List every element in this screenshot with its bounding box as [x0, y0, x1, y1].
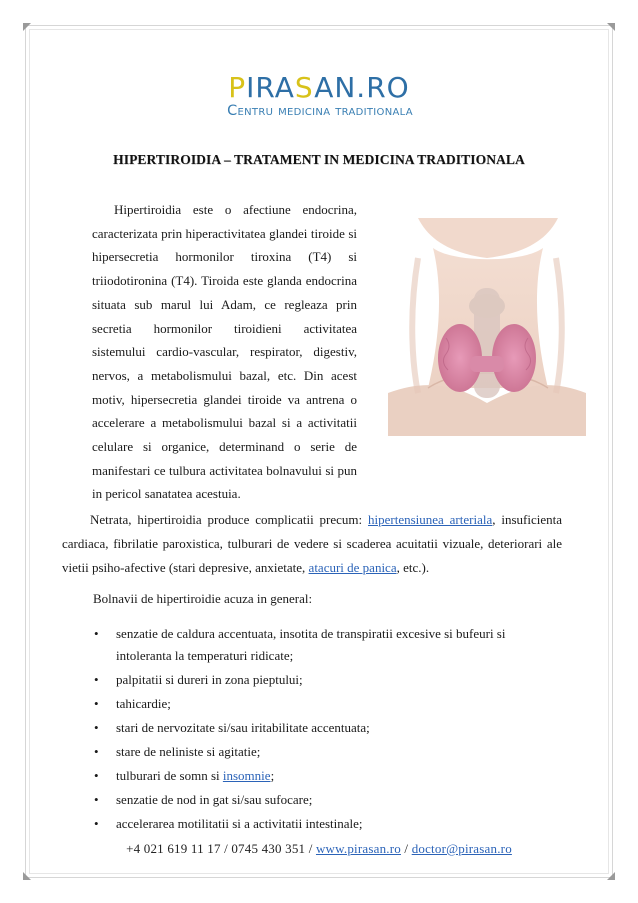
email-link[interactable]: doctor@pirasan.ro: [411, 841, 512, 856]
list-item-text: palpitatii si dureri in zona pieptului;: [116, 672, 303, 687]
list-item-text: stari de nervozitate si/sau iritabilitate accentuata;: [116, 720, 370, 735]
panic-attacks-link[interactable]: atacuri de panica: [308, 560, 397, 575]
logo: [0, 72, 638, 119]
list-item-text: stare de neliniste si agitatie;: [116, 744, 261, 759]
bullet-icon: •: [94, 792, 99, 807]
corner-ornament: [607, 23, 615, 31]
list-item-text: senzatie de caldura accentuata, insotita de transpiratii excesive si bufeuri si intoleranta la temperaturi ridicate;: [116, 626, 506, 663]
list-item: [92, 717, 562, 739]
logo-letter: P: [228, 71, 247, 104]
intro-text: Hipertiroidia este o afectiune endocrina, caracterizata prin hiperactivitatea glandei tiroide si hipersecretia hormonilor tiroxina (T4) si triiodotironina (T4). Tiroida este glanda endocrina situata sub marul lui Adam, ce regleaza prin secretia hormonilor tiroidieni activitatea sistemului cardio-vascular, respirator, digestiv, nervos, a metabolismului bazal, etc. Din acest motiv, hipersecretia glandei tiroide va antrena o accelerare a metabolismului bazal si a activitatii celulare si organice, determinand o serie de manifestari ce tulbura activitatea bolnavului si pun in pericol sanatatea acestuia.: [92, 202, 357, 502]
symptoms-intro: Bolnavii de hipertiroidie acuza in general:: [93, 591, 313, 606]
bullet-icon: •: [94, 672, 99, 687]
intro-paragraph: [92, 198, 357, 506]
logo-title: [0, 72, 638, 104]
website-link[interactable]: www.pirasan.ro: [315, 841, 401, 856]
list-item-text: accelerarea motilitatii si a activitatii intestinale;: [116, 816, 363, 831]
corner-ornament: [23, 872, 31, 880]
list-item: [92, 669, 562, 691]
logo-letters: IRA: [246, 71, 295, 104]
footer-phones: +4 021 619 11 17 / 0745 430 351 /: [126, 841, 316, 856]
list-item: [92, 813, 562, 835]
bullet-icon: •: [94, 626, 99, 641]
list-item-text: tahicardie;: [116, 696, 171, 711]
corner-ornament: [607, 872, 615, 880]
para-text: Netrata, hipertiroidia produce complicatii precum:: [90, 512, 368, 527]
hypertension-link[interactable]: hipertensiunea arteriala: [368, 512, 493, 527]
list-item: [92, 765, 562, 787]
symptoms-list: [92, 623, 562, 837]
logo-letter: S: [294, 71, 315, 104]
bullet-icon: •: [94, 744, 99, 759]
list-item-text: tulburari de somn si: [116, 768, 223, 783]
list-item-text: senzatie de nod in gat si/sau sufocare;: [116, 792, 313, 807]
bullet-icon: •: [94, 768, 99, 783]
neck-thyroid-image: [388, 218, 586, 436]
logo-letters: AN.RO: [314, 71, 410, 104]
list-item: [92, 693, 562, 715]
insomnia-link[interactable]: insomnie: [222, 768, 271, 783]
footer-separator: /: [400, 841, 412, 856]
list-item-text: ;: [270, 768, 275, 783]
complications-paragraph: [62, 508, 562, 580]
list-item: [92, 789, 562, 811]
footer-contact: [0, 841, 638, 857]
bullet-icon: •: [94, 696, 99, 711]
list-item: [92, 741, 562, 763]
list-item: [92, 623, 562, 667]
para-text: , etc.).: [396, 560, 430, 575]
page-title: HIPERTIROIDIA – TRATAMENT IN MEDICINA TRADITIONALA: [113, 152, 525, 167]
logo-subtitle: Centru medicina traditionala: [227, 103, 413, 119]
corner-ornament: [23, 23, 31, 31]
bullet-icon: •: [94, 816, 99, 831]
para-text: , insuficienta cardiaca, fibrilatie paroxistica, tulburari de vedere si scaderea acuitatii vizuale, deteriorari ale vietii psiho-afective (stari depresive, anxietate,: [62, 512, 563, 575]
bullet-icon: •: [94, 720, 99, 735]
